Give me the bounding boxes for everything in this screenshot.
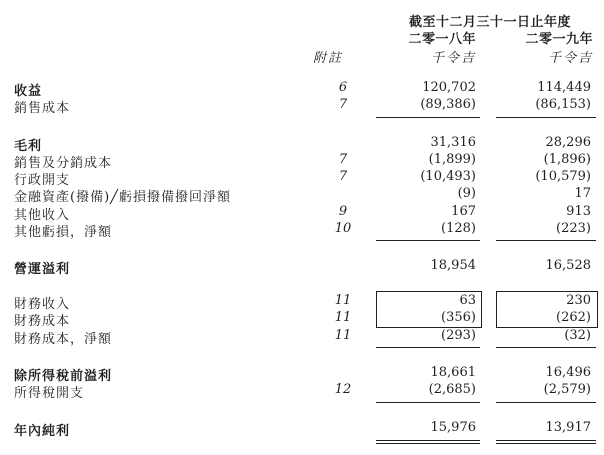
row-note-finance-cost: 11 [334, 310, 352, 325]
row-2018-impairment: (9) [457, 186, 476, 201]
row-label-finance-income: 財務收入 [14, 297, 71, 312]
double-rule-2019-bottom [496, 443, 596, 444]
double-rule-2019-top [496, 440, 596, 441]
row-label-operating-profit: 營運溢利 [14, 262, 71, 277]
row-label-impairment: 金融資產(撥備)╱虧損撥備撥回淨額 [14, 190, 231, 205]
rule-2018-after-cost [376, 117, 480, 118]
row-note-revenue: 6 [338, 80, 348, 95]
rule-2018-after-finance [376, 347, 480, 348]
row-2019-finance-income: 230 [566, 293, 591, 308]
row-2018-admin-expenses: (10,493) [420, 169, 476, 184]
row-2019-admin-expenses: (10,579) [535, 169, 591, 184]
row-label-revenue: 收益 [14, 84, 43, 99]
row-label-finance-cost: 財務成本 [14, 314, 71, 329]
row-2018-revenue: 120,702 [422, 80, 476, 95]
row-label-profit-before-tax: 除所得稅前溢利 [14, 369, 113, 384]
row-note-finance-income: 11 [334, 293, 352, 308]
double-rule-2018-top [376, 440, 480, 441]
row-label-admin-expenses: 行政開支 [14, 173, 71, 188]
rule-2019-after-finance [496, 347, 596, 348]
row-2018-gross-profit: 31,316 [430, 135, 476, 150]
row-2018-income-tax: (2,685) [428, 382, 476, 397]
row-2018-net-finance-cost: (293) [441, 328, 476, 343]
row-note-selling-distribution: 7 [338, 152, 348, 167]
note-column-header: 附註 [312, 51, 343, 66]
year-2018-header: 二零一八年 [408, 32, 476, 47]
row-2018-net-profit: 15,976 [430, 420, 476, 435]
row-note-cost-of-sales: 7 [338, 97, 348, 112]
rule-2019-after-cost [496, 117, 596, 118]
row-label-cost-of-sales: 銷售成本 [14, 101, 71, 116]
rule-2019-after-tax [496, 402, 596, 403]
row-2019-impairment: 17 [574, 186, 591, 201]
row-2019-selling-distribution: (1,896) [543, 152, 591, 167]
row-2019-finance-cost: (262) [556, 310, 591, 325]
year-2019-header: 二零一九年 [525, 32, 593, 47]
row-2018-operating-profit: 18,954 [430, 258, 476, 273]
row-note-admin-expenses: 7 [338, 169, 348, 184]
row-2019-income-tax: (2,579) [543, 382, 591, 397]
row-2018-finance-income: 63 [459, 293, 476, 308]
row-2018-profit-before-tax: 18,661 [430, 365, 476, 380]
row-2018-finance-cost: (356) [441, 310, 476, 325]
row-note-income-tax: 12 [334, 382, 352, 397]
row-2019-other-losses: (223) [556, 221, 591, 236]
row-note-net-finance-cost: 11 [334, 328, 352, 343]
row-2018-other-income: 167 [451, 204, 476, 219]
row-2019-operating-profit: 16,528 [545, 258, 591, 273]
row-label-income-tax: 所得稅開支 [14, 386, 85, 401]
row-label-other-income: 其他收入 [14, 208, 71, 223]
row-2019-gross-profit: 28,296 [545, 135, 591, 150]
row-2018-other-losses: (128) [441, 221, 476, 236]
period-header: 截至十二月三十一日止年度 [408, 15, 571, 30]
row-2018-cost-of-sales: (89,386) [420, 97, 476, 112]
row-2019-net-profit: 13,917 [545, 420, 591, 435]
row-2019-profit-before-tax: 16,496 [545, 365, 591, 380]
row-2019-revenue: 114,449 [537, 80, 591, 95]
row-label-other-losses: 其他虧損，淨額 [14, 225, 113, 240]
double-rule-2018-bottom [376, 443, 480, 444]
row-label-gross-profit: 毛利 [14, 139, 43, 154]
row-label-selling-distribution: 銷售及分銷成本 [14, 156, 113, 171]
row-note-other-income: 9 [338, 204, 348, 219]
row-2019-cost-of-sales: (86,153) [535, 97, 591, 112]
unit-2018-header: 千令吉 [430, 51, 476, 66]
rule-2018-after-other [376, 240, 480, 241]
row-label-net-finance-cost: 財務成本，淨額 [14, 332, 113, 347]
unit-2019-header: 千令吉 [547, 51, 593, 66]
rule-2019-after-other [496, 240, 596, 241]
row-label-net-profit: 年內純利 [14, 424, 71, 439]
row-2019-net-finance-cost: (32) [564, 328, 591, 343]
row-note-other-losses: 10 [334, 221, 352, 236]
row-2019-other-income: 913 [566, 204, 591, 219]
rule-2018-after-tax [376, 402, 480, 403]
row-2018-selling-distribution: (1,899) [428, 152, 476, 167]
